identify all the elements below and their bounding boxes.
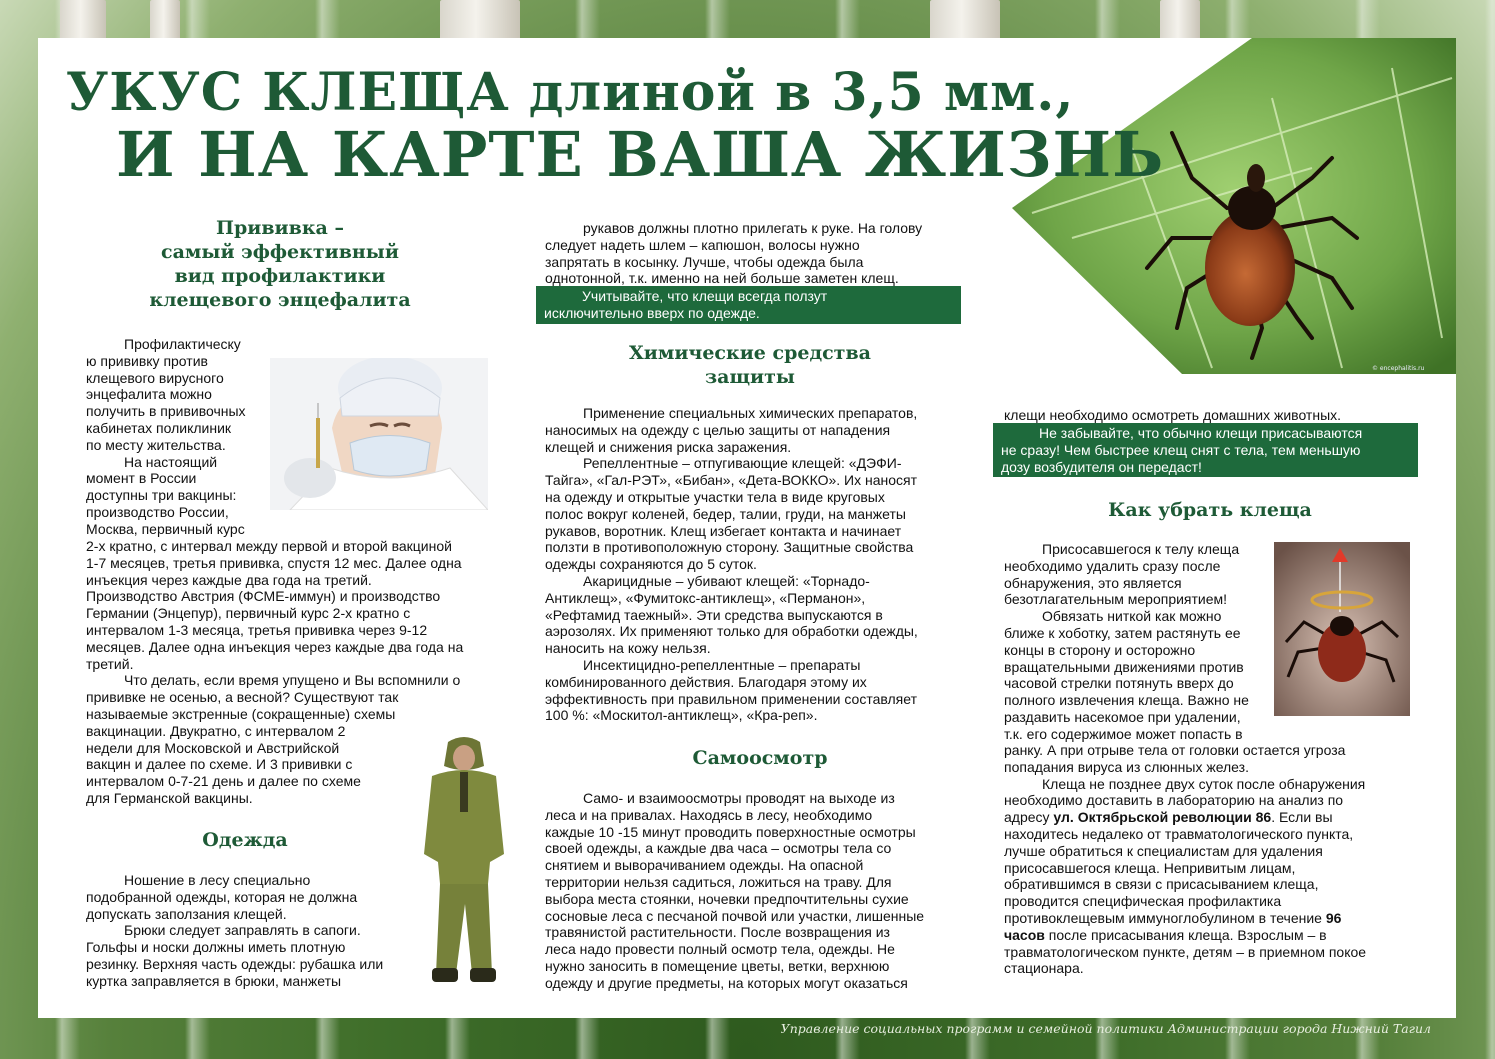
vaccination-text-narrow: Профилактическу ю прививку против клещевого вирусного энцефалита можно получить в прививочных кабинетах поликлиник по месту жительства. На настоящий момент в России доступны три вакцины: производство России, Москва, первичный курс — [86, 336, 246, 537]
clothing-text-continued: рукавов должны плотно прилегать к руке. На голову следует надеть шлем – капюшон, волосы нужно запрятать в косынку. Лучше, чтобы одежда была однотонной, т.к. именно на ней больше заметен клещ. — [545, 220, 923, 287]
photo-credit: © encephalitis.ru — [1372, 365, 1425, 372]
hours-number: 96 — [1325, 909, 1342, 926]
self-inspection-text-continued: клещи необходимо осмотреть домашних животных. — [1004, 407, 1342, 423]
self-inspection-text: Само- и взаимоосмотры проводят на выходе из леса и на привалах. Находясь в лесу, необходимо каждые 10 -15 минут проводить поверхностные осмотры своей одежды, а каждые два часа – осмотры тела со снятием и выворачиванием одежды. На опасной территории нельзя садиться, ложиться на траву. Для выбора места стоянки, ночевки предпочтительны сухие сосновые леса с песчаной почвой или участки, лишенные травянистой растительности. После возвращения из леса надо провести полный осмотр тела, одежды. Не нужно заносить в помещение цветы, ветки, верхнюю одежду и другие предметы, на которых могут оказаться — [545, 790, 925, 991]
clothing-text: Ношение в лесу специально подобранной одежды, которая не должна допускать заползания клещей. Брюки следует заправлять в сапоги. Гольфы и носки должны иметь плотную резинку. Верхняя часть одежды: рубашка или куртка заправляется в брюки, манжеты — [86, 872, 384, 989]
remove-tick-text-wide: ранку. А при отрыве тела от головки остается угроза попадания вируса из слюнных желез. Клеща не позднее двух суток после обнаружения необходимо доставить в лабораторию на анализ по адресу ул. Октябрьской революции 86. Если вы находитесь недалеко от травматологического пункта, лучше обратиться к специалистам для удаления присосавшегося клеща. Непривитым лицам, обратившимся в связи с присасыванием клеща, проводится специфическая профилактика противоклещевым иммуноглобулином в течение 96 часов после присасывания клеща. Взрослым – в травматологическом пункте, детям – в приемном покое стационара. — [1004, 742, 1424, 977]
protective-suit-man-photo — [410, 734, 518, 996]
remove-tick-text-narrow: Присосавшегося к телу клеща необходимо удалить сразу после обнаружения, это является безотлагательным мероприятием! Обвязать ниткой как можно ближе к хоботку, затем растянуть ее концы в сторону и осторожно вращательными движениями против часовой стрелки потянуть вверх до полного извлечения клеща. Важно не раздавить насекомое при удалении, т.к. его содержимое может попасть в — [1004, 541, 1249, 742]
title-line-1: УКУС КЛЕЩА длиной в 3,5 мм., — [66, 62, 1075, 123]
title-line-2: И НА КАРТЕ ВАША ЖИЗНЬ — [116, 118, 1165, 191]
lab-address: ул. Октябрьской революции 86 — [1053, 809, 1272, 826]
reminder-box: Не забывайте, что обычно клещи присасываются не сразу! Чем быстрее клещ снят с тела, тем меньшую дозу возбудителя он передаст! — [993, 423, 1418, 477]
nurse-with-syringe-photo — [270, 358, 488, 510]
clothing-tip-box: Учитывайте, что клещи всегда ползут исключительно вверх по одежде. — [536, 286, 961, 324]
chemical-protection-text: Применение специальных химических препаратов, наносимых на одежду с целью защиты от нападения клещей и снижения риска заражения. Репеллентные – отпугивающие клещей: «ДЭФИ- Тайга», «Гал-РЭТ», «Бибан», «Дета-ВОККО». Их наносят на одежду и открытые участки тела в виде круговых полос вокруг коленей, бедер, талии, груди, на манжеты рукавов, воротник. Клещ избегает контакта и начинает ползти в противоположную сторону. Защитные свойства одежды сохраняются до 5 суток. Акарицидные – убивают клещей: «Торнадо- Антиклещ», «Фумитокс-антиклещ», «Перманон», «Рефтамид таежный». Эти средства выпускаются в аэрозолях. Их применяют только для обработки одежды, наносить на кожу нельзя. Инсектицидно-репеллентные – препараты комбинированного действия. Благодаря этому их эффективность при правильном применении составляет 100 %: «Москитол-антиклещ», «Кра-реп». — [545, 405, 918, 724]
tick-on-leaf-photo — [1012, 38, 1456, 374]
heading-chemical-protection: Химические средства защиты — [629, 342, 871, 388]
tick-removal-thread-photo — [1274, 542, 1410, 716]
heading-self-inspection: Самоосмотр — [692, 747, 828, 769]
heading-vaccination: Прививка – самый эффективный вид профилактики клещевого энцефалита — [149, 217, 411, 311]
heading-clothing: Одежда — [202, 829, 288, 851]
footer-organization: Управление социальных программ и семейной политики Администрации города Нижний Тагил — [780, 1021, 1431, 1036]
hours-word: часов — [1004, 926, 1045, 943]
vaccination-text-wide: 2-х кратно, с интервал между первой и второй вакциной 1-7 месяцев, третья прививка, спустя 12 мес. Далее одна инъекция через каждые два года на третий. Производство Австрия (ФСМЕ-иммун) и производство Германии (Энцепур), первичный курс 2-х кратно с интервалом 1-3 месяца, третья прививка через 9-12 месяцев. Далее одна инъекция через каждые два года на третий. Что делать, если время упущено и Вы вспомнили о прививке не осенью, а весной? Существуют так называемые экстренные (сокращенные) схемы вакцинации. Двукратно, с интервалом 2 недели для Московской и Австрийской вакцин и далее по схеме. И 3 прививки с интервалом 0-7-21 день и далее по схеме для Германской вакцины. — [86, 538, 464, 806]
heading-remove-tick: Как убрать клеща — [1108, 499, 1312, 521]
lab-address-line: адресу ул. Октябрьской революции 86. Если вы — [1004, 809, 1333, 826]
